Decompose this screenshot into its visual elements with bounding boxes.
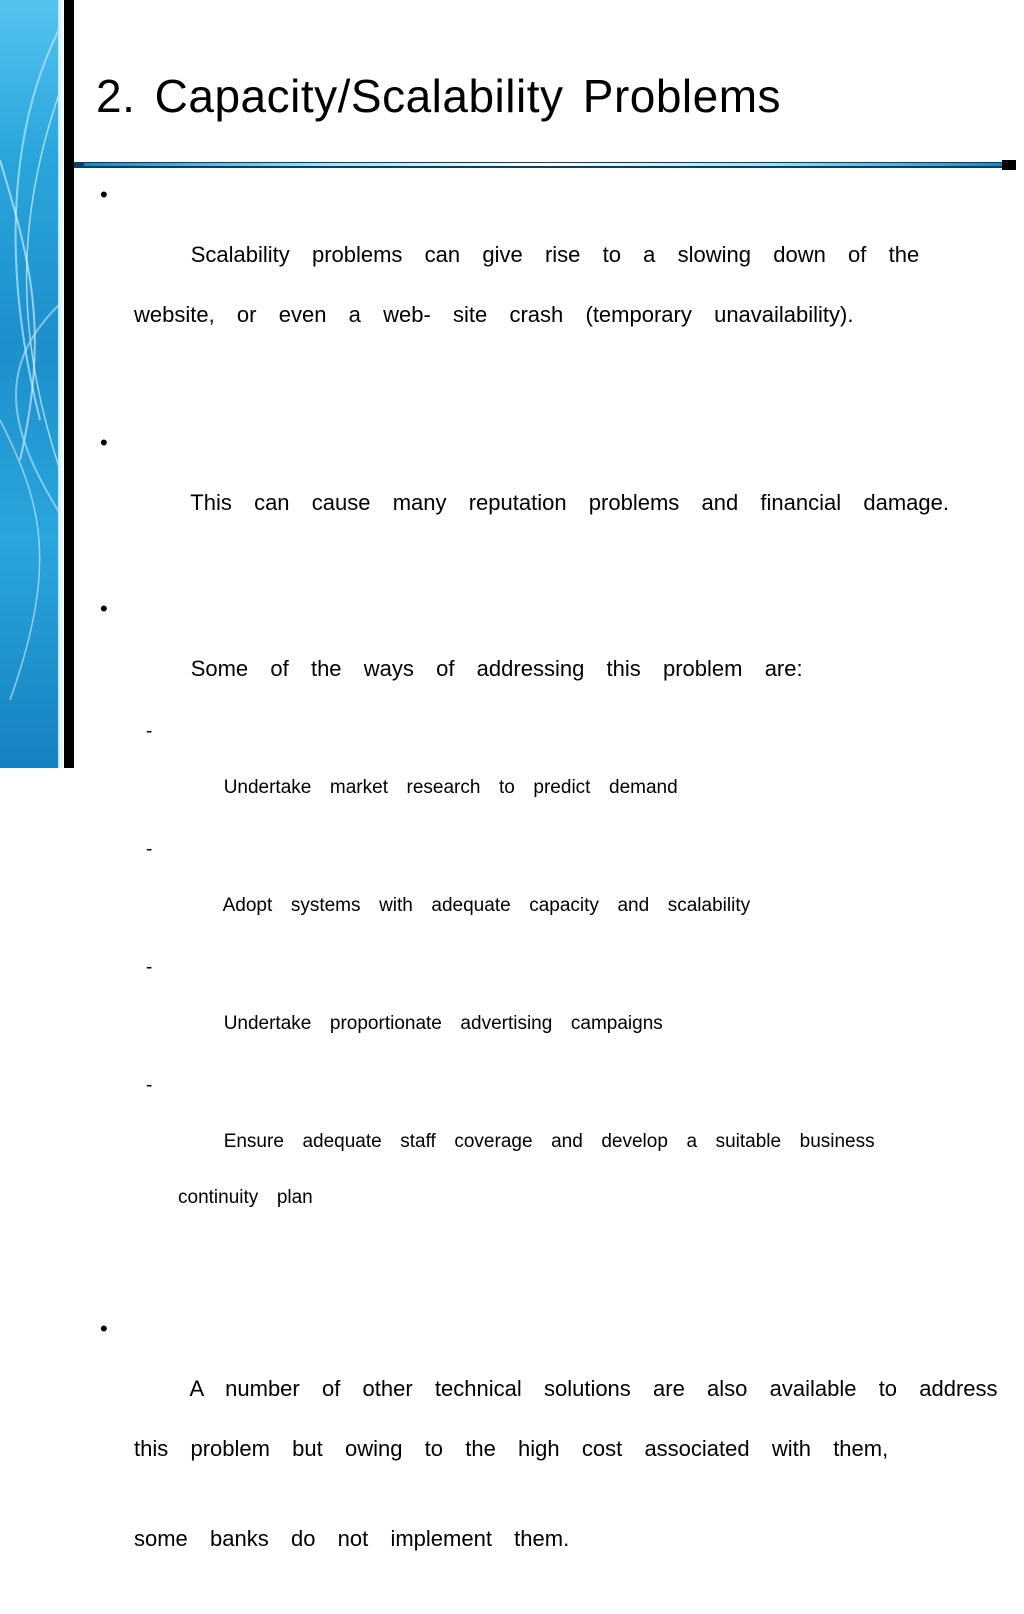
bullet-item — [96, 1314, 1006, 1614]
sub-item-dash: - — [146, 957, 153, 978]
sub-item-text: Undertake market research to predict demand — [223, 777, 678, 798]
decorative-swirl-graphic — [0, 0, 64, 768]
bullet-text-continued: this problem but owing to the high cost associated with them, — [134, 1436, 889, 1461]
decorative-side-panel — [0, 0, 64, 768]
title-underline-endcap — [1002, 160, 1016, 170]
sub-item-text: Undertake proportionate advertising campaigns — [223, 1013, 663, 1034]
bullet-marker: • — [100, 430, 108, 455]
title-underline-highlight — [84, 163, 1004, 166]
sub-item-text: Adopt systems with adequate capacity and scalability — [222, 895, 751, 916]
bullet-marker: • — [100, 596, 108, 621]
bullet-text: Scalability problems can give rise to a slowing down of the — [190, 242, 920, 267]
bullet-text: Some of the ways of addressing this problem are: — [190, 656, 803, 681]
bullet-item — [96, 180, 1006, 390]
sub-item-dash: - — [146, 721, 153, 742]
side-black-stripe — [64, 0, 74, 768]
bullet-marker: • — [100, 182, 108, 207]
slide-body — [96, 180, 1006, 1614]
sub-item-dash: - — [146, 1075, 153, 1096]
sub-item — [96, 954, 1006, 1066]
bullet-item — [96, 594, 1006, 714]
sub-item-text: Ensure adequate staff coverage and develop a suitable business — [223, 1131, 875, 1152]
bullet-text-continued: some banks do not implement them. — [134, 1526, 570, 1551]
sub-item — [96, 836, 1006, 948]
bullet-item — [96, 428, 1006, 548]
bullet-text-continued: website, or even a web- site crash (temporary unavailability). — [134, 302, 854, 327]
sub-item-dash: - — [146, 839, 153, 860]
sub-item — [96, 1072, 1006, 1268]
bullet-marker: • — [100, 1316, 108, 1341]
bullet-text: A number of other technical solutions are also available to address — [189, 1376, 998, 1401]
sub-item-text-continued: continuity plan — [178, 1187, 313, 1208]
slide-title: 2. Capacity/Scalability Problems — [96, 70, 782, 122]
sub-item — [96, 718, 1006, 830]
title-underline — [74, 160, 1016, 170]
bullet-text: This can cause many reputation problems and financial damage. — [190, 490, 949, 515]
